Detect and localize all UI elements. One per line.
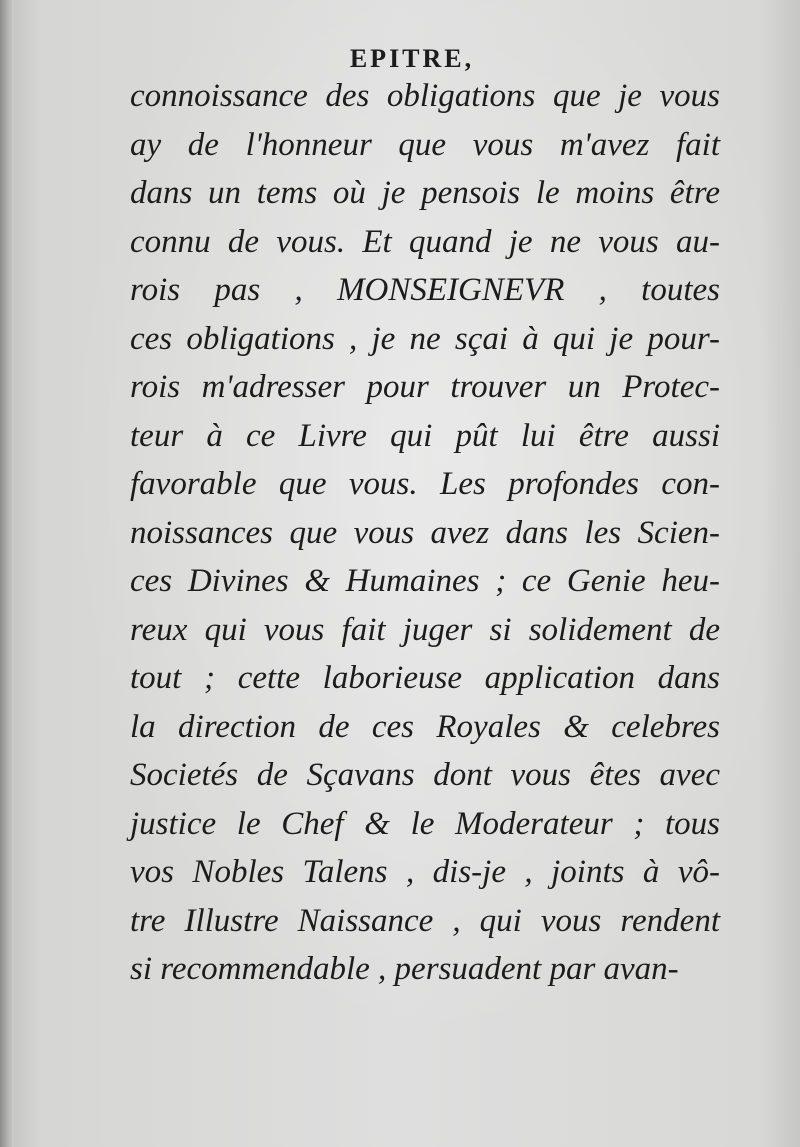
running-title: EPITRE, — [349, 44, 475, 73]
text-line: reux qui vous fait juger si solidement de — [130, 611, 720, 648]
text-line: rois m'adresser pour trouver un Protec- — [130, 369, 720, 405]
page-edge-shadow — [0, 0, 14, 1147]
text-line: connoissance des obligations que je vous — [130, 78, 720, 114]
text-line: la direction de ces Royales & celebres — [130, 708, 720, 745]
text-line: tout ; cette laborieuse application dans — [130, 660, 720, 696]
running-header — [0, 44, 800, 74]
text-line: connu de vous. Et quand je ne vous au- — [130, 223, 720, 260]
text-line: dans un tems où je pensois le moins être — [130, 175, 720, 211]
text-line: rois pas , MONSEIGNEVR , toutes — [130, 272, 720, 308]
text-line: justice le Chef & le Moderateur ; tous — [130, 805, 720, 842]
text-line: si recommendable , persuadent par avan- — [130, 951, 679, 987]
text-line: teur à ce Livre qui pût lui être aussi — [130, 417, 720, 454]
text-line: ay de l'honneur que vous m'avez fait — [130, 126, 720, 163]
text-line: vos Nobles Talens , dis-je , joints à vô- — [130, 854, 720, 890]
text-line: Societés de Sçavans dont vous êtes avec — [130, 757, 720, 793]
body-text — [130, 72, 720, 994]
text-line: favorable que vous. Les profondes con- — [130, 466, 720, 502]
text-line: noissances que vous avez dans les Scien- — [130, 514, 720, 551]
text-line: tre Illustre Naissance , qui vous rendent — [130, 902, 720, 939]
text-line: ces Divines & Humaines ; ce Genie heu- — [130, 563, 720, 599]
text-line: ces obligations , je ne sçai à qui je pour- — [130, 320, 720, 357]
